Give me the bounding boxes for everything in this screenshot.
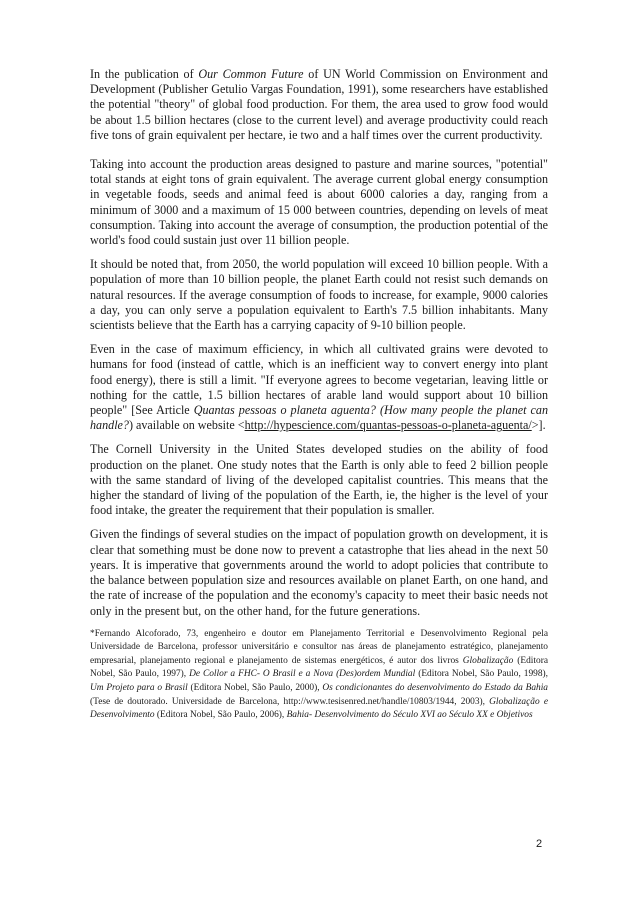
paragraph-2: Taking into account the production areas designed to pasture and marine sources, "potential" total stands at eight tons of grain equivalent. The average current global energy consumption in vegetable foods, seeds and animal feed is about 6000 calories a day, ranging from a minimum of 3000 and a maximum of 15 000 between countries, depending on levels of meat consumption. Taking into account the average of consumption, the production potential of the world's food could sustain just over 11 billion people.: [90, 157, 548, 248]
paragraph-1: In the publication of Our Common Future of UN World Commission on Environment and Development (Publisher Getulio Vargas Foundation, 1991), some researchers have established the potential "theory" of global food production. For them, the area used to grow food would be about 1.5 billion hectares (close to the current level) and average productivity could reach five tons of grain equivalent per hectare, ie two and a half times over the current productivity.: [90, 67, 548, 142]
document-page: [90, 67, 548, 732]
article-title: Quantas pessoas o planeta aguenta? (How many people the planet can handle?: [90, 403, 548, 433]
book-title: Our Common Future: [198, 67, 304, 81]
hypescience-link[interactable]: http://hypescience.com/quantas-pessoas-o-planeta-aguenta/: [244, 418, 532, 433]
author-footnote: *Fernando Alcoforado, 73, engenheiro e doutor em Planejamento Territorial e Desenvolvimento Regional pela Universidade de Barcelona, professor universitário e consultor nas áreas de planejamento estratégico, planejamento empresarial, planejamento regional e planejamento de sistemas energéticos, é autor dos livros Globalização (Editora Nobel, São Paulo, 1997), De Collor a FHC- O Brasil e a Nova (Des)ordem Mundial (Editora Nobel, São Paulo, 1998), Um Projeto para o Brasil (Editora Nobel, São Paulo, 2000), Os condicionantes do desenvolvimento do Estado da Bahia (Tese de doutorado. Universidade de Barcelona, http://www.tesisenred.net/handle/10803/1944, 2003), Globalização e Desenvolvimento (Editora Nobel, São Paulo, 2006), Bahia- Desenvolvimento do Século XVI ao Século XX e Objetivos: [90, 628, 548, 721]
paragraph-5: The Cornell University in the United States developed studies on the ability of food production on the planet. One study notes that the Earth is only able to feed 2 billion people with the same standard of living of the developed capitalist countries. This means that the higher the standard of living of the population of the Earth, ie, the higher is the level of your food intake, the greater the requirement that their population is smaller.: [90, 442, 548, 518]
page-number: 2: [536, 838, 543, 850]
paragraph-4: Even in the case of maximum efficiency, in which all cultivated grains were devoted to humans for food (instead of cattle, which is an inefficient way to convert energy into plant food energy), there is still a limit. "If everyone agrees to become vegetarian, leaving little or nothing for the cattle, 1.5 billion hectares of arable land would support about 10 billion people" [See Article Quantas pessoas o planeta aguenta? (How many people the planet can handle?) available on website <http://hypescience.com/quantas-pessoas-o-planeta-aguenta/>].: [90, 342, 548, 433]
paragraph-3: It should be noted that, from 2050, the world population will exceed 10 billion people. With a population of more than 10 billion people, the planet Earth could not resist such demands on natural resources. If the average consumption of foods to increase, for example, 9000 calories a day, you can only serve a population equivalent to Earth's 7.5 billion inhabitants. Many scientists believe that the Earth has a carrying capacity of 9-10 billion people.: [90, 257, 548, 333]
paragraph-6: Given the findings of several studies on the impact of population growth on development, it is clear that something must be done now to prevent a catastrophe that lies ahead in the next 50 years. It is imperative that governments around the world to adopt policies that contribute to the balance between population size and resources available on planet Earth, on one hand, and the rate of increase of the population and the economy's capacity to meet their basic needs not only in the present but, on the other hand, for the future generations.: [90, 527, 548, 618]
